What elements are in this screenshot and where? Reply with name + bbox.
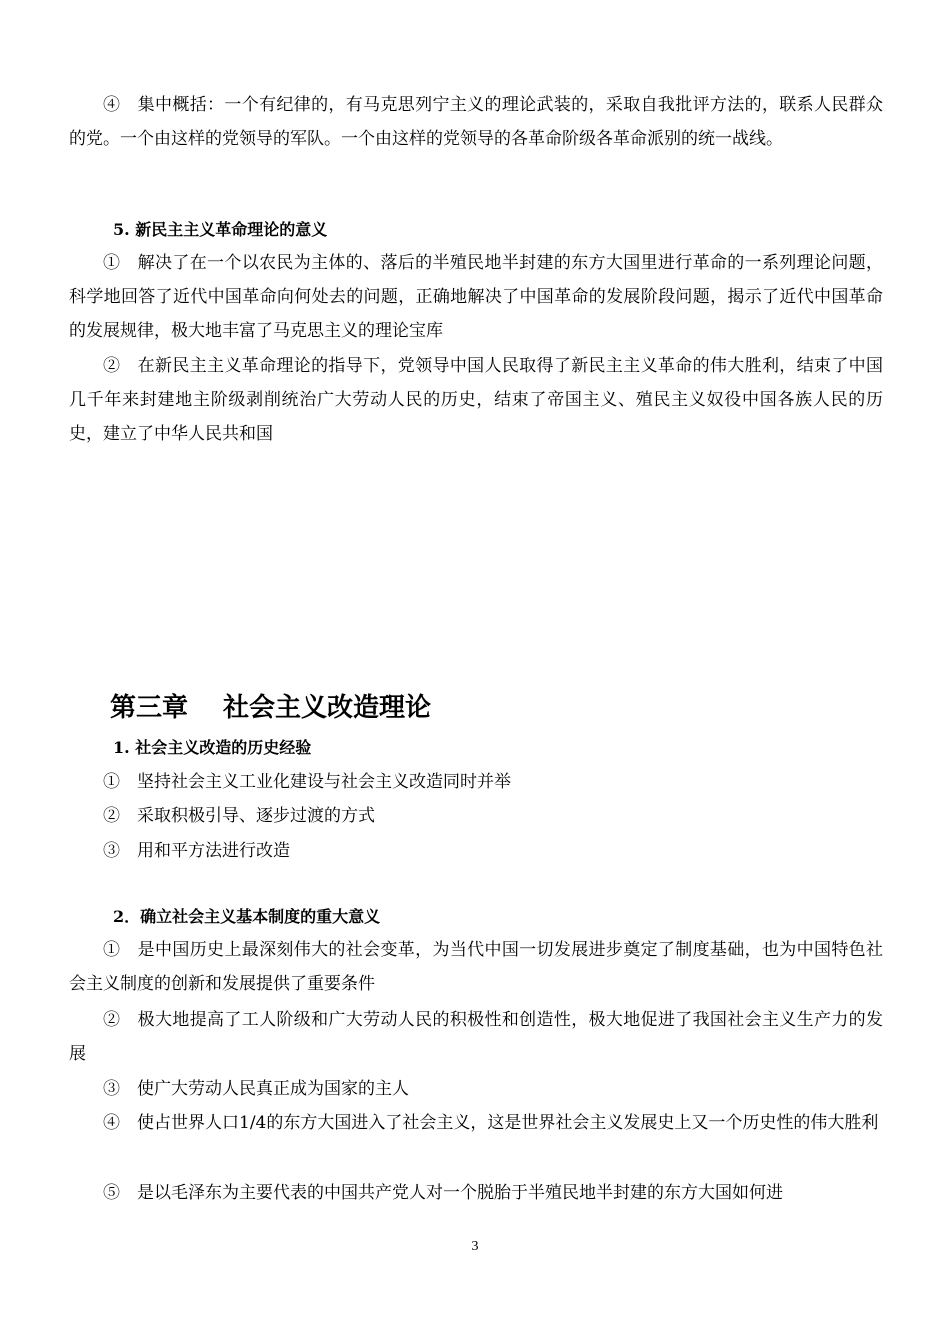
chapter-3-section-2-paragraph-4: ④ 使占世界人口1/4的东方大国进入了社会主义，这是世界社会主义发展史上又一个历史性的伟大胜利 [103, 1113, 879, 1133]
chapter-3-section-2-heading: 2．确立社会主义基本制度的重大意义 [113, 907, 381, 926]
list-item: ③ 用和平方法进行改造 [103, 841, 290, 861]
list-item: ① 坚持社会主义工业化建设与社会主义改造同时并举 [103, 772, 511, 792]
section-5-heading: 5. 新民主主义革命理论的意义 [113, 220, 328, 239]
chapter-3-section-2-paragraph-5: ⑤ 是以毛泽东为主要代表的中国共产党人对一个脱胎于半殖民地半封建的东方大国如何进 [103, 1183, 783, 1203]
chapter-3-section-2-paragraph-2: ② 极大地提高了工人阶级和广大劳动人民的积极性和创造性，极大地促进了我国社会主义生产力的发展 [69, 1010, 883, 1064]
chapter-3-section-1-heading: 1. 社会主义改造的历史经验 [113, 738, 312, 757]
chapter-3-section-2-paragraph-3: ③ 使广大劳动人民真正成为国家的主人 [103, 1079, 409, 1099]
section-5-paragraph-2: ② 在新民主主义革命理论的指导下，党领导中国人民取得了新民主主义革命的伟大胜利，结束了中国几千年来封建地主阶级剥削统治广大劳动人民的历史，结束了帝国主义、殖民主义奴役中国各族人民的历史，建立了中华人民共和国 [69, 356, 883, 444]
list-item: ② 采取积极引导、逐步过渡的方式 [103, 806, 375, 826]
page-number: 3 [471, 1239, 479, 1254]
chapter-3-section-2-paragraph-1: ① 是中国历史上最深刻伟大的社会变革，为当代中国一切发展进步奠定了制度基础，也为中国特色社会主义制度的创新和发展提供了重要条件 [69, 940, 883, 994]
chapter-3-title: 第三章 社会主义改造理论 [110, 693, 432, 723]
paragraph-summary-4: ④ 集中概括：一个有纪律的，有马克思列宁主义的理论武装的，采取自我批评方法的，联系人民群众的党。一个由这样的党领导的军队。一个由这样的党领导的各革命阶级各革命派别的统一战线。 [69, 95, 883, 149]
section-5-paragraph-1: ① 解决了在一个以农民为主体的、落后的半殖民地半封建的东方大国里进行革命的一系列理论问题，科学地回答了近代中国革命向何处去的问题，正确地解决了中国革命的发展阶段问题，揭示了近代中国革命的发展规律，极大地丰富了马克思主义的理论宝库 [69, 253, 883, 341]
